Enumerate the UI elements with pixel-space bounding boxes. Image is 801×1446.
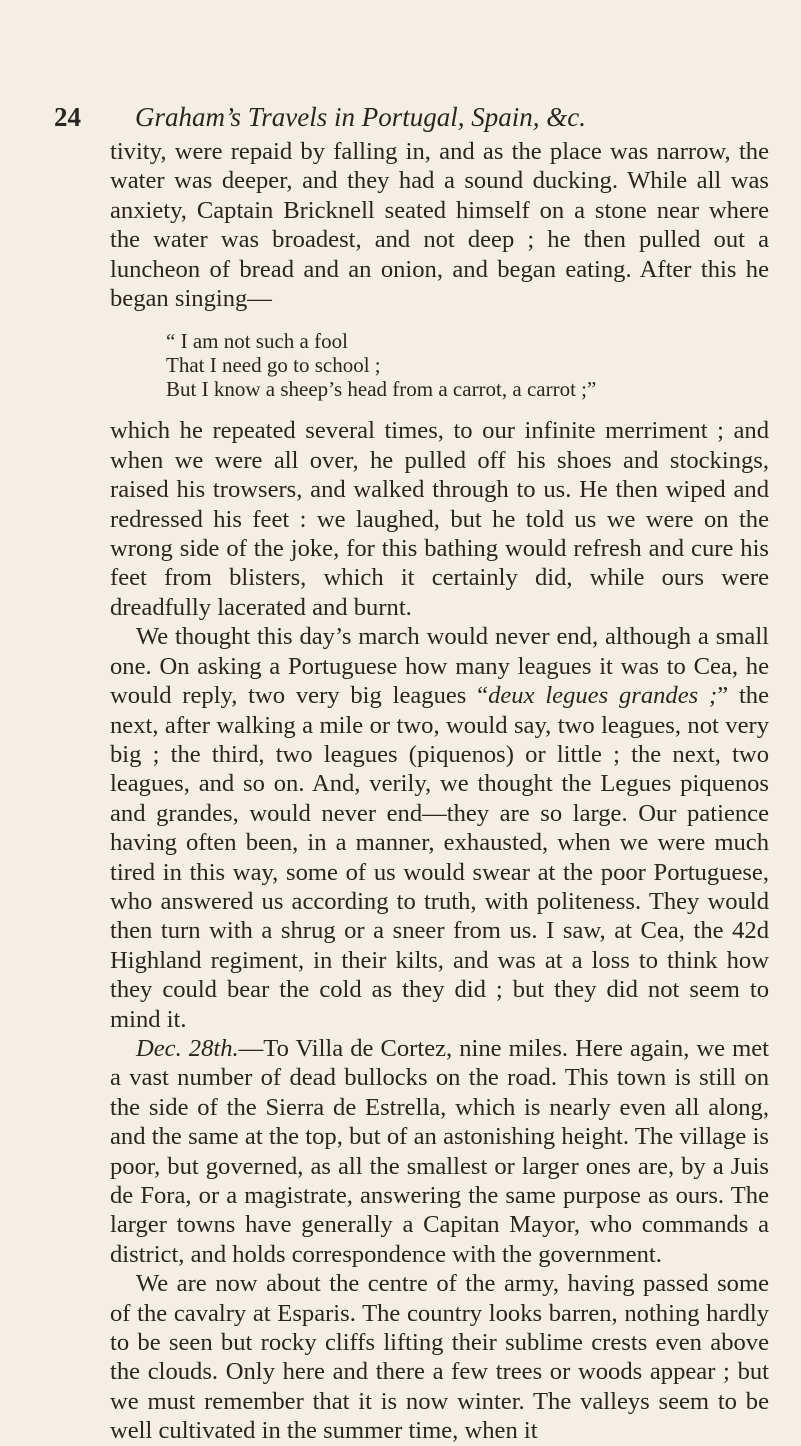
entry-date: Dec. 28th. (136, 1034, 239, 1062)
running-header (54, 102, 754, 132)
verse-quote (166, 329, 769, 401)
leagues-italic-phrase: deux legues grandes ; (488, 682, 718, 710)
verse-line-2: That I need go to school ; (166, 353, 381, 378)
paragraph-army-centre: We are now about the centre of the army, having passed some of the cavalry at Esparis. The country looks barren, nothing hardly to be seen but rocky cliffs lifting their sublime crests even above the clouds. Only here and there a few trees or woods appear ; but we must remember that it is now winter. The valleys seem to be well cultivated in the summer time, when it (110, 1270, 769, 1445)
verse-line-1: “ I am not such a fool (166, 329, 348, 354)
paragraph-leagues (110, 622, 769, 1034)
body-text (110, 137, 769, 1446)
entry-text: —To Villa de Cortez, nine miles. Here again, we met a vast number of dead bullocks on the road. This town is still on the side of the Sierra de Estrella, which is nearly even all along, and the same at the top, but of an astonishing height. The village is poor, but governed, as all the smallest or larger ones are, by a Juis de Fora, or a magistrate, answering the same purpose as ours. The larger towns have generally a Capitan Mayor, who commands a district, and holds correspondence with the government. (110, 1034, 769, 1268)
paragraph-continued: tivity, were repaid by falling in, and as the place was narrow, the water was deeper, and they had a sound ducking. While all was anxiety, Captain Bricknell seated himself on a stone near where the water was broadest, and not deep ; he then pulled out a luncheon of bread and an onion, and began eating. After this he began singing— (110, 138, 769, 313)
verse-line-3: But I know a sheep’s head from a carrot, a carrot ;” (166, 377, 597, 402)
page-number: 24 (54, 102, 81, 132)
leagues-text-part-2: ” the next, after walking a mile or two, would say, two leagues, not very big ; the third, two leagues (piquenos) or little ; the next, two leagues, and so on. And, verily, we thought the Legues piquenos and grandes, would never end—they are so large. Our patience having often been, in a manner, exhausted, when we were much tired in this way, some of us would swear at the poor Portuguese, who answered us according to truth, with politeness. They would then turn with a shrug or a sneer from us. I saw, at Cea, the 42d Highland regiment, in their kilts, and was at a loss to think how they could bear the cold as they did ; but they did not seem to mind it. (110, 682, 769, 1033)
paragraph-after-verse: which he repeated several times, to our infinite merriment ; and when we were all over, he pulled off his shoes and stockings, raised his trowsers, and walked through to us. He then wiped and redressed his feet : we laughed, but he told us we were on the wrong side of the joke, for this bathing would refresh and cure his feet from blisters, which it certainly did, while ours were dreadfully lacerated and burnt. (110, 417, 769, 621)
running-title: Graham’s Travels in Portugal, Spain, &c. (135, 102, 587, 132)
paragraph-dec-28 (110, 1034, 769, 1269)
leagues-text-part-1: We thought this day’s march would never end, although a small one. On asking a Portuguese how many leagues it was to Cea, he would reply, two very big leagues “ (110, 623, 769, 710)
